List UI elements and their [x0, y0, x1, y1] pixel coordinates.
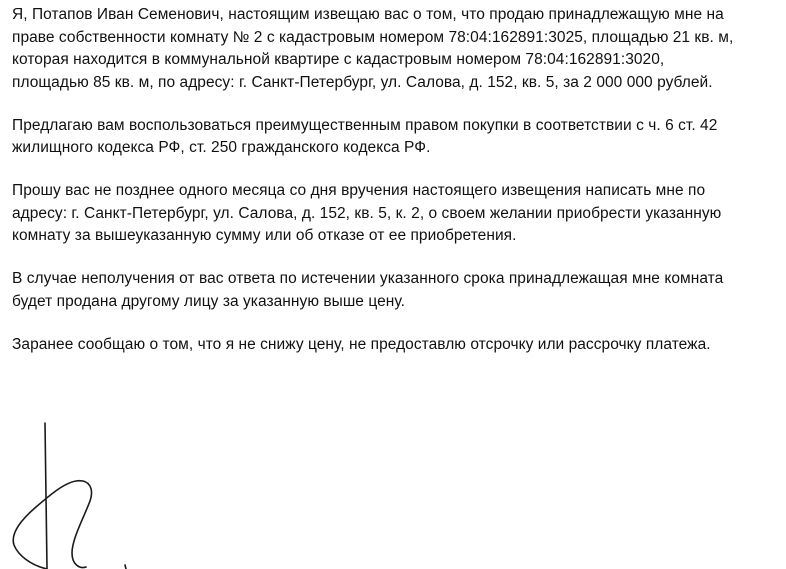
text-line: Заранее сообщаю о том, что я не снижу цену, не предоставлю отсрочку или рассрочку платежа. [12, 335, 711, 353]
paragraph-request [12, 180, 782, 248]
document-body [12, 4, 782, 377]
paragraph-preemptive-right [12, 115, 782, 160]
signature-stroke [13, 481, 91, 569]
signature-stroke [125, 565, 126, 569]
text-line: адресу: г. Санкт-Петербург, ул. Салова, д. 152, кв. 5, к. 2, о своем желании приобрести указанную [12, 204, 722, 222]
text-line: которая находится в коммунальной квартире с кадастровым номером 78:04:162891:3020, [12, 51, 665, 68]
text-line: праве собственности комнату № 2 с кадастровым номером 78:04:162891:3025, площадью 21 кв. м, [12, 28, 734, 46]
signature-stroke [45, 423, 47, 569]
signature-image [0, 415, 160, 569]
text-line: комнату за вышеуказанную сумму или об отказе от ее приобретения. [12, 227, 517, 244]
paragraph-notice [12, 4, 782, 94]
text-line: Предлагаю вам воспользоваться преимущественным правом покупки в соответствии с ч. 6 ст. 42 [12, 116, 718, 134]
text-line: жилищного кодекса РФ, ст. 250 гражданского кодекса РФ. [12, 139, 431, 156]
paragraph-price-terms [12, 334, 782, 357]
text-line: В случае неполучения от вас ответа по истечении указанного срока принадлежащая мне комната [12, 270, 724, 287]
text-line: площадью 85 кв. м, по адресу: г. Санкт-Петербург, ул. Салова, д. 152, кв. 5, за 2 000 000 рублей. [12, 73, 713, 91]
text-line: Прошу вас не позднее одного месяца со дня вручения настоящего извещения написать мне по [12, 182, 706, 199]
text-line: будет продана другому лицу за указанную выше цену. [12, 292, 405, 310]
text-line: Я, Потапов Иван Семенович, настоящим извещаю вас о том, что продаю принадлежащую мне на [12, 6, 724, 23]
paragraph-no-response [12, 268, 782, 313]
